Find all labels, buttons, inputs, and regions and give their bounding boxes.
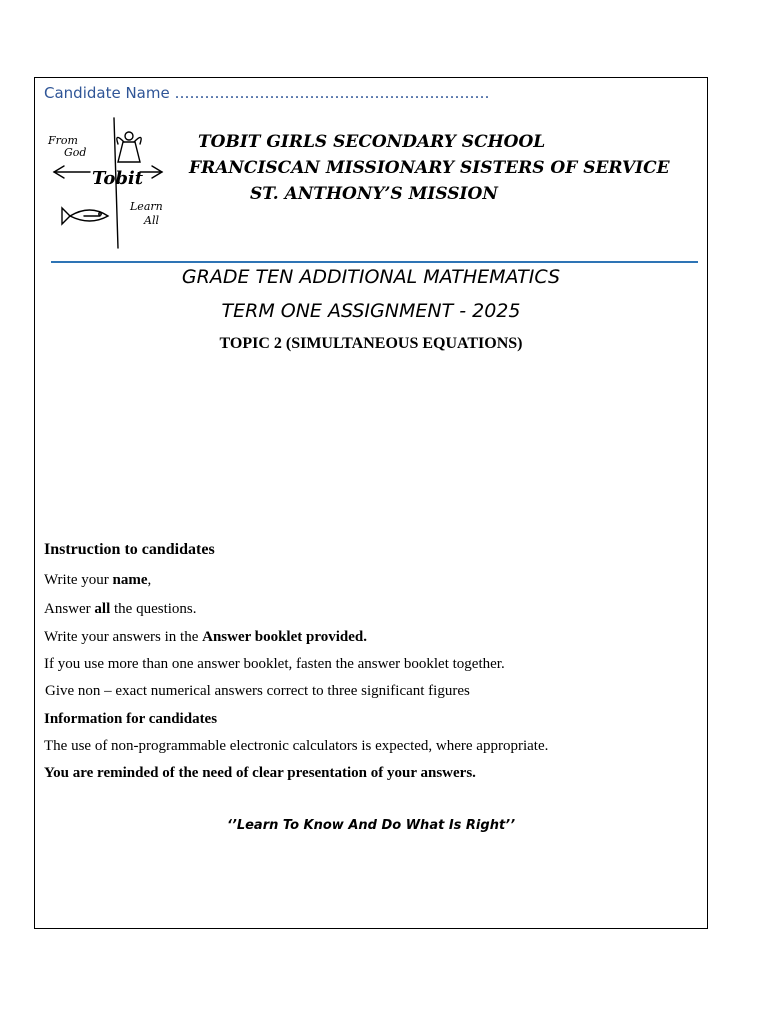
school-order: FRANCISCAN MISSIONARY SISTERS OF SERVICE — [189, 158, 670, 178]
grade-title: GRADE TEN ADDITIONAL MATHEMATICS — [181, 266, 561, 288]
logo-word-tobit: Tobit — [92, 168, 144, 189]
candidate-name-dots: ……………………………………………………… — [174, 84, 490, 102]
instruction-line: Write your answers in the Answer booklet provided. — [44, 629, 367, 645]
instruction-line: If you use more than one answer booklet, fasten the answer booklet together. — [44, 656, 505, 672]
logo-word-god: God — [64, 146, 87, 159]
instructions-heading: Instruction to candidates — [44, 541, 215, 558]
information-line: The use of non-programmable electronic calculators is expected, where appropriate. — [44, 738, 549, 754]
term-title: TERM ONE ASSIGNMENT - 2025 — [221, 300, 521, 322]
logo-word-all: All — [144, 214, 159, 227]
school-name: TOBIT GIRLS SECONDARY SCHOOL — [198, 132, 546, 152]
candidate-name-label: Candidate Name — [44, 84, 170, 102]
instruction-line: Write your name, — [44, 572, 152, 588]
logo-word-from: From — [48, 134, 78, 147]
school-logo — [44, 114, 174, 254]
instruction-line: Give non – exact numerical answers correct to three significant figures — [45, 683, 470, 699]
topic-title: TOPIC 2 (SIMULTANEOUS EQUATIONS) — [219, 335, 523, 352]
school-motto: ‘’Learn To Know And Do What Is Right’’ — [226, 818, 516, 833]
information-line: You are reminded of the need of clear presentation of your answers. — [44, 765, 476, 781]
logo-word-learn: Learn — [130, 200, 163, 213]
instruction-line: Answer all the questions. — [44, 601, 197, 617]
information-heading: Information for candidates — [44, 711, 218, 727]
header-divider — [51, 261, 698, 263]
candidate-name-line — [44, 84, 490, 102]
school-mission: ST. ANTHONY’S MISSION — [250, 184, 498, 204]
